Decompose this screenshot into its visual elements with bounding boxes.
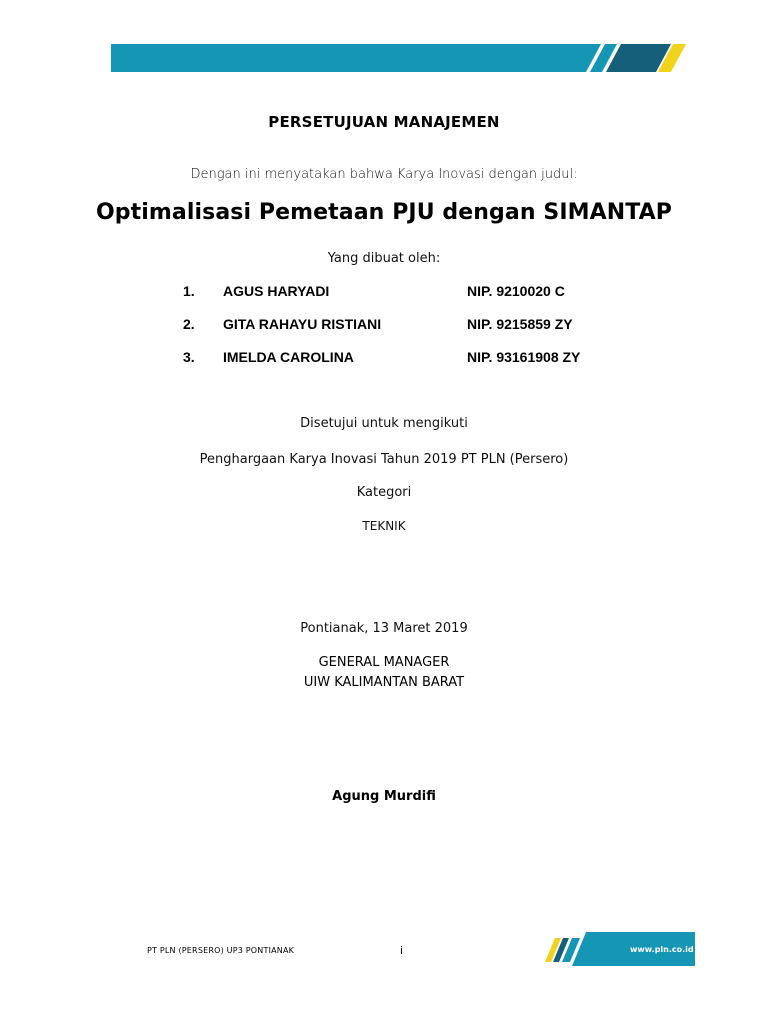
page-title: PERSETUJUAN MANAJEMEN bbox=[268, 113, 500, 131]
innovation-title: Optimalisasi Pemetaan PJU dengan SIMANTAP bbox=[95, 200, 672, 225]
author-name: GITA RAHAYU RISTIANI bbox=[223, 316, 382, 332]
signer-position: GENERAL MANAGER bbox=[318, 655, 450, 670]
page-number: i bbox=[400, 944, 404, 957]
author-name: IMELDA CAROLINA bbox=[223, 349, 354, 365]
author-number: 1. bbox=[183, 283, 195, 299]
author-name: AGUS HARYADI bbox=[223, 283, 330, 299]
category-label: Kategori bbox=[356, 485, 412, 500]
header-banner bbox=[111, 44, 686, 72]
author-nip: NIP. 9210020 C bbox=[467, 283, 565, 299]
author-row bbox=[183, 283, 603, 316]
author-nip: NIP. 9215859 ZY bbox=[467, 316, 573, 332]
author-row bbox=[183, 316, 603, 349]
approval-text: Disetujui untuk mengikuti bbox=[300, 416, 468, 431]
intro-text: Dengan ini menyatakan bahwa Karya Inovasi dengan judul: bbox=[190, 167, 578, 182]
place-date: Pontianak, 13 Maret 2019 bbox=[300, 621, 468, 636]
author-list bbox=[183, 283, 603, 382]
footer-url: www.pln.co.id bbox=[630, 945, 694, 954]
signer-name: Agung Murdifi bbox=[332, 789, 436, 804]
author-number: 2. bbox=[183, 316, 195, 332]
author-nip: NIP. 93161908 ZY bbox=[467, 349, 581, 365]
author-number: 3. bbox=[183, 349, 195, 365]
award-text: Penghargaan Karya Inovasi Tahun 2019 PT PLN (Persero) bbox=[199, 452, 569, 467]
category-value: TEKNIK bbox=[362, 519, 406, 533]
author-row bbox=[183, 349, 603, 382]
footer-company: PT PLN (PERSERO) UP3 PONTIANAK bbox=[147, 946, 295, 955]
signer-unit: UIW KALIMANTAN BARAT bbox=[303, 675, 465, 690]
made-by-label: Yang dibuat oleh: bbox=[327, 251, 441, 266]
